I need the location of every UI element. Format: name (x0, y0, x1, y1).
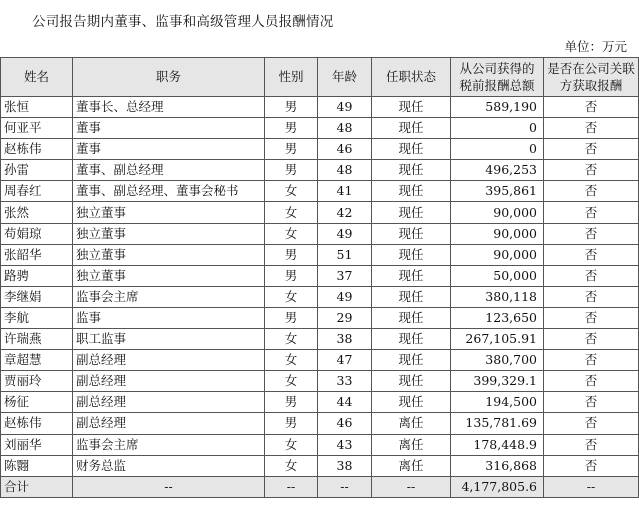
cell-status: 现任 (372, 223, 451, 244)
cell-status: 现任 (372, 392, 451, 413)
cell-gender: 女 (265, 181, 318, 202)
cell-status: 离任 (372, 455, 451, 476)
table-body (1, 97, 639, 498)
cell-age: 51 (318, 244, 372, 265)
cell-related-party: 否 (544, 307, 639, 328)
table-row (1, 181, 639, 202)
cell-name: 路骋 (1, 265, 73, 286)
cell-name: 赵栋伟 (1, 413, 73, 434)
header-gender: 性别 (265, 58, 318, 97)
cell-related-party: 否 (544, 434, 639, 455)
cell-position: 独立董事 (73, 223, 265, 244)
table-row (1, 160, 639, 181)
cell-compensation: 316,868 (451, 455, 544, 476)
cell-compensation: 380,118 (451, 286, 544, 307)
total-cell-status: -- (372, 476, 451, 497)
cell-status: 离任 (372, 434, 451, 455)
cell-age: 42 (318, 202, 372, 223)
cell-related-party: 否 (544, 455, 639, 476)
cell-gender: 男 (265, 307, 318, 328)
cell-status: 现任 (372, 286, 451, 307)
cell-position: 董事 (73, 118, 265, 139)
table-row (1, 118, 639, 139)
cell-name: 贾丽玲 (1, 371, 73, 392)
cell-compensation: 178,448.9 (451, 434, 544, 455)
table-row (1, 350, 639, 371)
cell-gender: 女 (265, 350, 318, 371)
cell-name: 周春红 (1, 181, 73, 202)
cell-name: 孙雷 (1, 160, 73, 181)
cell-gender: 女 (265, 455, 318, 476)
cell-gender: 男 (265, 139, 318, 160)
cell-related-party: 否 (544, 202, 639, 223)
header-status: 任职状态 (372, 58, 451, 97)
cell-gender: 男 (265, 97, 318, 118)
cell-age: 38 (318, 455, 372, 476)
cell-compensation: 194,500 (451, 392, 544, 413)
cell-name: 张恒 (1, 97, 73, 118)
cell-position: 财务总监 (73, 455, 265, 476)
total-cell-position: -- (73, 476, 265, 497)
cell-status: 现任 (372, 118, 451, 139)
cell-compensation: 90,000 (451, 202, 544, 223)
cell-related-party: 否 (544, 160, 639, 181)
cell-gender: 男 (265, 392, 318, 413)
table-row (1, 307, 639, 328)
table-row (1, 97, 639, 118)
cell-age: 49 (318, 223, 372, 244)
cell-gender: 女 (265, 329, 318, 350)
table-row (1, 286, 639, 307)
cell-age: 49 (318, 97, 372, 118)
cell-position: 监事会主席 (73, 286, 265, 307)
cell-related-party: 否 (544, 329, 639, 350)
cell-name: 章超慧 (1, 350, 73, 371)
unit-label: 单位：万元 (564, 39, 627, 54)
cell-status: 现任 (372, 181, 451, 202)
cell-related-party: 否 (544, 118, 639, 139)
cell-position: 职工监事 (73, 329, 265, 350)
cell-status: 现任 (372, 350, 451, 371)
cell-age: 48 (318, 118, 372, 139)
cell-name: 苟娟琼 (1, 223, 73, 244)
table-row (1, 244, 639, 265)
cell-related-party: 否 (544, 286, 639, 307)
header-compensation: 从公司获得的税前报酬总额 (451, 58, 544, 97)
cell-position: 董事、副总经理、董事会秘书 (73, 181, 265, 202)
cell-age: 43 (318, 434, 372, 455)
cell-status: 现任 (372, 97, 451, 118)
table-row (1, 371, 639, 392)
cell-name: 杨征 (1, 392, 73, 413)
header-name: 姓名 (1, 58, 73, 97)
cell-gender: 男 (265, 160, 318, 181)
cell-position: 独立董事 (73, 244, 265, 265)
cell-gender: 女 (265, 286, 318, 307)
cell-position: 监事 (73, 307, 265, 328)
cell-gender: 女 (265, 202, 318, 223)
cell-compensation: 267,105.91 (451, 329, 544, 350)
cell-gender: 女 (265, 223, 318, 244)
cell-related-party: 否 (544, 350, 639, 371)
cell-position: 监事会主席 (73, 434, 265, 455)
total-cell-gender: -- (265, 476, 318, 497)
table-row (1, 413, 639, 434)
cell-compensation: 399,329.1 (451, 371, 544, 392)
table-row (1, 223, 639, 244)
cell-status: 现任 (372, 202, 451, 223)
cell-age: 41 (318, 181, 372, 202)
header-row (1, 58, 639, 97)
cell-age: 44 (318, 392, 372, 413)
cell-status: 离任 (372, 413, 451, 434)
cell-status: 现任 (372, 307, 451, 328)
cell-status: 现任 (372, 139, 451, 160)
cell-position: 独立董事 (73, 202, 265, 223)
cell-age: 38 (318, 329, 372, 350)
cell-age: 49 (318, 286, 372, 307)
cell-name: 赵栋伟 (1, 139, 73, 160)
cell-age: 33 (318, 371, 372, 392)
cell-position: 董事、副总经理 (73, 160, 265, 181)
total-row (1, 476, 639, 497)
table-row (1, 139, 639, 160)
cell-compensation: 90,000 (451, 244, 544, 265)
table-row (1, 329, 639, 350)
cell-status: 现任 (372, 329, 451, 350)
cell-compensation: 589,190 (451, 97, 544, 118)
cell-position: 董事长、总经理 (73, 97, 265, 118)
cell-name: 许瑞燕 (1, 329, 73, 350)
table-row (1, 202, 639, 223)
cell-age: 47 (318, 350, 372, 371)
cell-position: 副总经理 (73, 413, 265, 434)
compensation-table (0, 57, 639, 498)
cell-age: 46 (318, 139, 372, 160)
cell-gender: 女 (265, 371, 318, 392)
cell-gender: 男 (265, 265, 318, 286)
cell-name: 陈翾 (1, 455, 73, 476)
cell-position: 独立董事 (73, 265, 265, 286)
cell-gender: 女 (265, 434, 318, 455)
cell-compensation: 395,861 (451, 181, 544, 202)
cell-name: 刘丽华 (1, 434, 73, 455)
table-row (1, 455, 639, 476)
cell-age: 48 (318, 160, 372, 181)
total-cell-name: 合计 (1, 476, 73, 497)
cell-compensation: 380,700 (451, 350, 544, 371)
table-row (1, 392, 639, 413)
header-related-party: 是否在公司关联方获取报酬 (544, 58, 639, 97)
cell-related-party: 否 (544, 181, 639, 202)
cell-status: 现任 (372, 244, 451, 265)
cell-position: 副总经理 (73, 350, 265, 371)
cell-name: 何亚平 (1, 118, 73, 139)
cell-compensation: 0 (451, 118, 544, 139)
total-cell-related-party: -- (544, 476, 639, 497)
cell-related-party: 否 (544, 392, 639, 413)
cell-compensation: 90,000 (451, 223, 544, 244)
cell-name: 李继娟 (1, 286, 73, 307)
cell-status: 现任 (372, 371, 451, 392)
cell-compensation: 135,781.69 (451, 413, 544, 434)
cell-gender: 男 (265, 413, 318, 434)
cell-gender: 男 (265, 118, 318, 139)
cell-age: 29 (318, 307, 372, 328)
cell-related-party: 否 (544, 97, 639, 118)
cell-status: 现任 (372, 160, 451, 181)
cell-position: 副总经理 (73, 392, 265, 413)
cell-compensation: 0 (451, 139, 544, 160)
page-title: 公司报告期内董事、监事和高级管理人员报酬情况 (32, 14, 334, 30)
total-cell-age: -- (318, 476, 372, 497)
cell-related-party: 否 (544, 223, 639, 244)
cell-name: 张然 (1, 202, 73, 223)
header-age: 年龄 (318, 58, 372, 97)
cell-position: 董事 (73, 139, 265, 160)
cell-name: 张韶华 (1, 244, 73, 265)
cell-status: 现任 (372, 265, 451, 286)
cell-age: 46 (318, 413, 372, 434)
cell-compensation: 50,000 (451, 265, 544, 286)
cell-compensation: 496,253 (451, 160, 544, 181)
cell-related-party: 否 (544, 371, 639, 392)
cell-age: 37 (318, 265, 372, 286)
header-position: 职务 (73, 58, 265, 97)
cell-name: 李航 (1, 307, 73, 328)
cell-compensation: 123,650 (451, 307, 544, 328)
cell-position: 副总经理 (73, 371, 265, 392)
cell-related-party: 否 (544, 265, 639, 286)
table-row (1, 434, 639, 455)
cell-related-party: 否 (544, 244, 639, 265)
table-row (1, 265, 639, 286)
total-cell-compensation: 4,177,805.6 (451, 476, 544, 497)
cell-gender: 男 (265, 244, 318, 265)
cell-related-party: 否 (544, 413, 639, 434)
cell-related-party: 否 (544, 139, 639, 160)
